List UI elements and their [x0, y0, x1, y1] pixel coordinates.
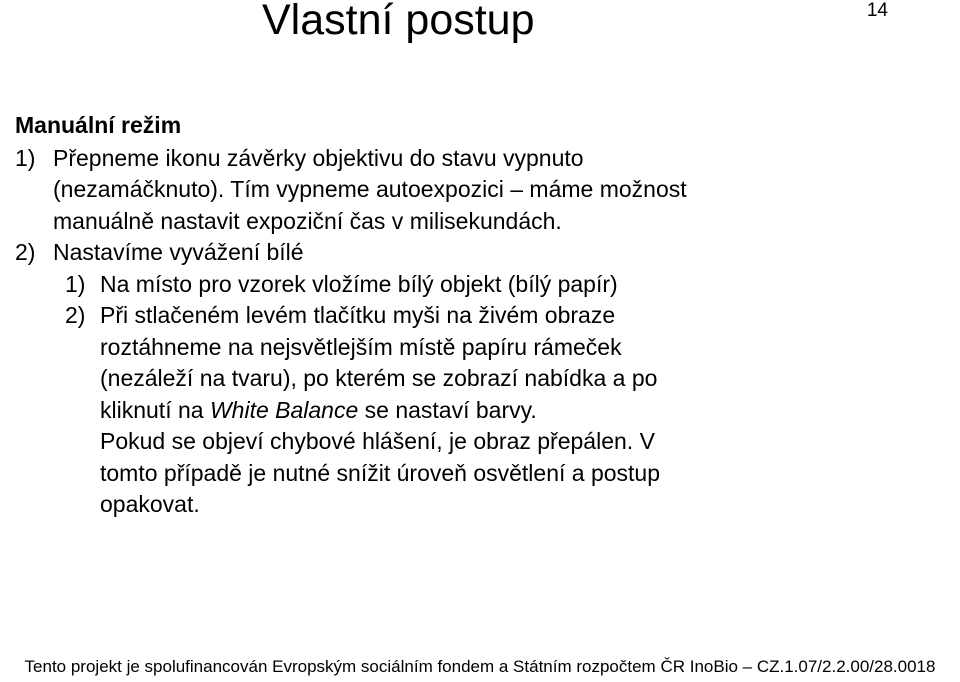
substep-2-line-1: Při stlačeném levém tlačítku myši na živém obraze — [100, 302, 616, 328]
step-1-number: 1) — [15, 144, 36, 171]
step-2 — [15, 237, 945, 269]
step-1-line-2: (nezamáčknuto). Tím vypneme autoexpozici – máme možnost — [53, 176, 687, 202]
step-1-line-1: Přepneme ikonu závěrky objektivu do stavu vypnuto — [53, 144, 584, 171]
substep-2-extra-line-3: opakovat. — [100, 491, 200, 517]
substep-2-number: 2) — [65, 302, 86, 328]
substep-2-extra-line-1: Pokud se objeví chybové hlášení, je obraz přepálen. V — [100, 428, 655, 454]
substep-2-line-4 — [65, 395, 945, 427]
page-number: 14 — [866, 0, 888, 21]
slide-content — [15, 110, 945, 521]
section-heading: Manuální režim — [15, 112, 182, 138]
substep-2-line-4-before: kliknutí na — [100, 396, 210, 423]
step-1-line-3: manuálně nastavit expoziční čas v milisekundách. — [53, 207, 562, 234]
substep-2-extra-line-2: tomto případě je nutné snížit úroveň osvětlení a postup — [100, 459, 661, 486]
footer-funding-note: Tento projekt je spolufinancován Evropským sociálním fondem a Státním rozpočtem ČR InoBio – CZ.1.07/2.2.00/28.0018 — [24, 657, 936, 676]
substep-2 — [65, 300, 945, 521]
substep-2-line-3: (nezáleží na tvaru), po kterém se zobrazí nabídka a po — [100, 365, 658, 391]
step-1 — [15, 143, 945, 238]
substep-1-number: 1) — [65, 270, 86, 297]
slide-title: Vlastní postup — [262, 0, 535, 44]
substep-2-line-4-after: se nastaví barvy. — [358, 396, 537, 423]
step-2-line-1: Nastavíme vyvážení bílé — [53, 239, 304, 265]
substep-2-line-2: roztáhneme na nejsvětlejším místě papíru rámeček — [100, 333, 622, 360]
step-2-number: 2) — [15, 239, 36, 265]
substep-1 — [65, 269, 945, 301]
step-2-substeps — [15, 269, 945, 521]
substep-1-line-1: Na místo pro vzorek vložíme bílý objekt (bílý papír) — [100, 270, 618, 297]
white-balance-term: White Balance — [209, 396, 359, 423]
